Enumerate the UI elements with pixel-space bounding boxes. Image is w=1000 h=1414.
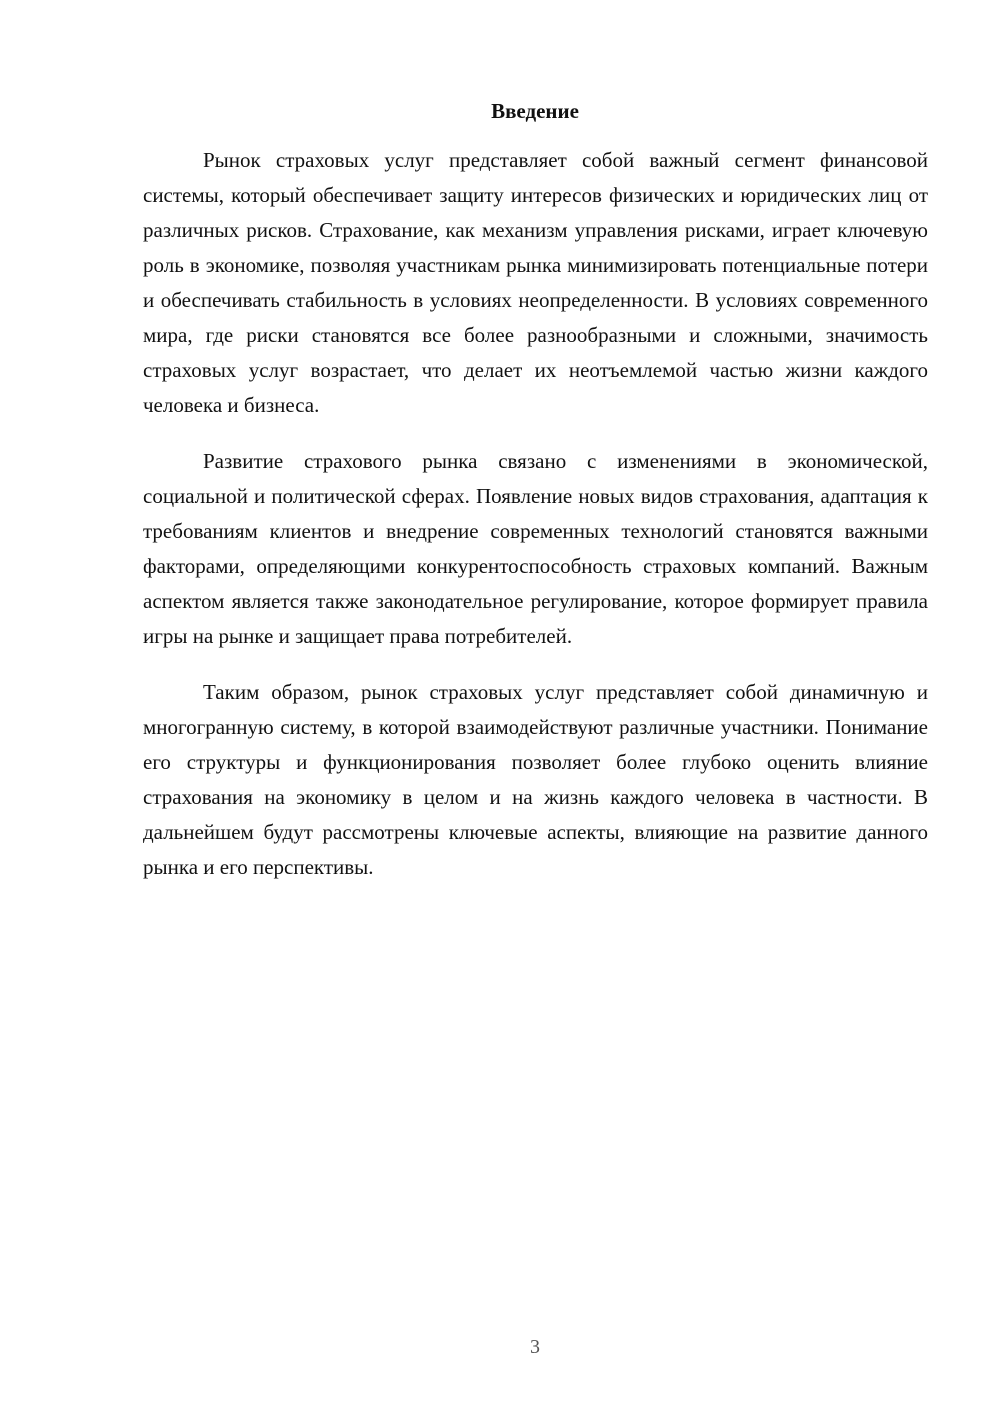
paragraph-2: Развитие страхового рынка связано с изменениями в экономической, социальной и политической сферах. Появление новых видов страхования, адаптация к требованиям клиентов и внедрение современных технологий становятся важными факторами, определяющими конкурентоспособность страховых компаний. Важным аспектом является также законодательное регулирование, которое формирует правила игры на рынке и защищает права потребителей.: [143, 449, 928, 648]
section-title: Введение: [491, 99, 579, 123]
body-text: [143, 143, 928, 885]
page-number: 3: [530, 1336, 540, 1358]
paragraph-1: Рынок страховых услуг представляет собой важный сегмент финансовой системы, который обеспечивает защиту интересов физических и юридических лиц от различных рисков. Страхование, как механизм управления рисками, играет ключевую роль в экономике, позволяя участникам рынка минимизировать потенциальные потери и обеспечивать стабильность в условиях неопределенности. В условиях современного мира, где риски становятся все более разнообразными и сложными, значимость страховых услуг возрастает, что делает их неотъемлемой частью жизни каждого человека и бизнеса.: [143, 148, 928, 417]
paragraph-3: Таким образом, рынок страховых услуг представляет собой динамичную и многогранную систему, в которой взаимодействуют различные участники. Понимание его структуры и функционирования позволяет более глубоко оценить влияние страхования на экономику в целом и на жизнь каждого человека в частности. В дальнейшем будут рассмотрены ключевые аспекты, влияющие на развитие данного рынка и его перспективы.: [143, 680, 928, 879]
